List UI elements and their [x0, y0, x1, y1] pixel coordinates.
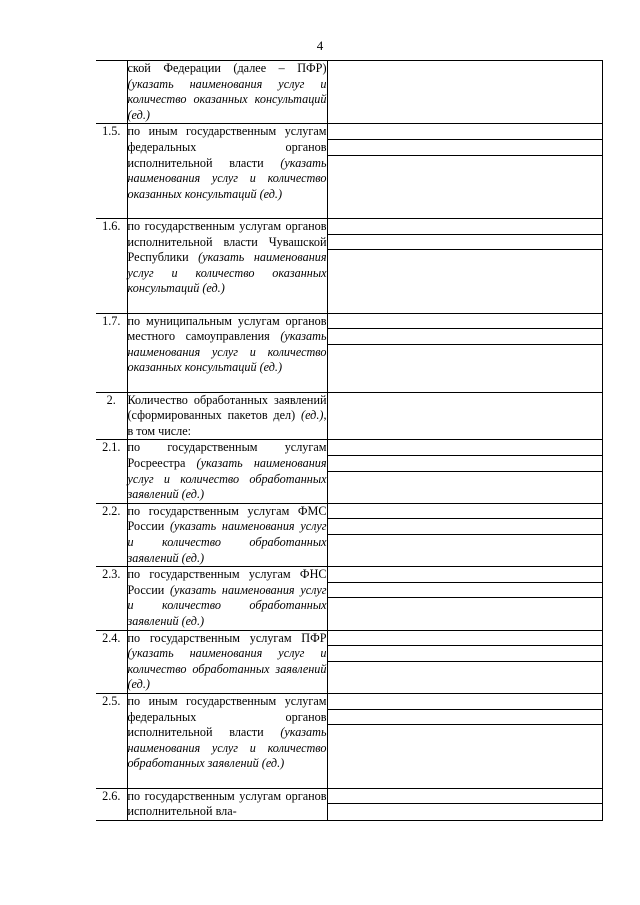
row-number: 2. — [96, 392, 127, 440]
answer-line[interactable] — [328, 456, 602, 472]
row-description — [127, 788, 327, 820]
table-row — [96, 567, 602, 630]
row-number: 1.5. — [96, 124, 127, 219]
table-row — [96, 61, 602, 124]
answer-cell[interactable] — [327, 693, 602, 788]
description-text: по иным государственным услугам федеральных органов исполнительной власти — [127, 124, 327, 170]
answer-cell[interactable] — [327, 218, 602, 313]
answer-cell[interactable] — [327, 567, 602, 630]
description-text: по государственным услугам ПФР — [127, 630, 327, 645]
table-body — [96, 61, 602, 821]
description-instruction: (указать наименования услуг и количество обработанных заявлений (ед.) — [127, 455, 327, 502]
answer-line[interactable] — [328, 519, 602, 535]
answer-line[interactable] — [328, 694, 602, 710]
answer-line[interactable] — [328, 219, 602, 235]
answer-cell[interactable] — [327, 630, 602, 693]
answer-cell[interactable] — [327, 313, 602, 392]
table-row — [96, 693, 602, 788]
answer-cell[interactable] — [327, 61, 602, 124]
answer-cell[interactable] — [327, 392, 602, 440]
table-row — [96, 440, 602, 503]
answer-line[interactable] — [328, 710, 602, 726]
answer-line[interactable] — [328, 440, 602, 456]
description-instruction: (указать наименования услуг и количество оказанных консультаций (ед.) — [127, 155, 327, 201]
answer-line[interactable] — [328, 789, 602, 805]
table-row — [96, 392, 602, 440]
description-instruction: (указать наименования услуг и количество оказанных консультаций (ед.) — [127, 76, 327, 122]
row-description — [127, 567, 327, 630]
description-text: по государственным услугам органов исполнительной вла- — [127, 788, 327, 819]
description-text: по иным государственным услугам федеральных органов исполнительной власти — [127, 693, 327, 740]
row-description — [127, 630, 327, 693]
description-text: по государственным услугам органов исполнительной власти Чувашской Республики — [127, 218, 327, 265]
row-description — [127, 313, 327, 392]
row-description — [127, 503, 327, 566]
table-row — [96, 124, 602, 219]
table-row — [96, 788, 602, 820]
table-row — [96, 218, 602, 313]
answer-line[interactable] — [328, 646, 602, 662]
page-number: 4 — [316, 38, 324, 53]
answer-line[interactable] — [328, 124, 602, 140]
row-number: 2.4. — [96, 630, 127, 693]
description-instruction: (указать наименования услуг и количество оказанных консультаций (ед.) — [127, 250, 327, 296]
description-instruction: (ед.) — [301, 408, 324, 423]
table-row — [96, 630, 602, 693]
row-description — [127, 693, 327, 788]
row-number: 2.1. — [96, 440, 127, 503]
row-number: 1.7. — [96, 313, 127, 392]
report-table — [96, 60, 603, 821]
answer-line[interactable] — [328, 583, 602, 599]
table-row — [96, 503, 602, 566]
answer-line[interactable] — [328, 567, 602, 583]
answer-line[interactable] — [328, 329, 602, 345]
answer-cell[interactable] — [327, 440, 602, 503]
description-text: по государственным услугам ФНС России — [127, 567, 327, 597]
row-description — [127, 218, 327, 313]
description-text: ской Федерации (далее – ПФР) — [127, 61, 327, 75]
answer-cell[interactable] — [327, 788, 602, 820]
answer-line[interactable] — [328, 314, 602, 330]
row-number — [96, 61, 127, 124]
description-text: по муниципальным услугам органов местного самоуправления — [127, 313, 327, 344]
row-number: 1.6. — [96, 218, 127, 313]
description-text: Количество обработанных заявлений (сформированных пакетов дел) — [127, 392, 327, 423]
row-number: 2.6. — [96, 788, 127, 820]
answer-line[interactable] — [328, 504, 602, 520]
row-description — [127, 392, 327, 440]
row-number: 2.3. — [96, 567, 127, 630]
description-instruction: (указать наименования услуг и количество обработанных заявлений (ед.) — [127, 646, 327, 692]
description-text: по государственным услугам ФМС России — [127, 503, 327, 534]
answer-cell[interactable] — [327, 503, 602, 566]
row-description — [127, 440, 327, 503]
row-number: 2.2. — [96, 503, 127, 566]
answer-cell[interactable] — [327, 124, 602, 219]
answer-line[interactable] — [328, 235, 602, 251]
description-instruction: (указать наименования услуг и количество обработанных заявлений (ед.) — [127, 582, 327, 628]
answer-line[interactable] — [328, 631, 602, 647]
description-instruction: (указать наименования услуг и количество оказанных консультаций (ед.) — [127, 329, 327, 375]
description-text: по государственным услугам Росреестра — [127, 440, 327, 470]
row-number: 2.5. — [96, 693, 127, 788]
table-row — [96, 313, 602, 392]
description-instruction: (указать наименования услуг и количество обработанных заявлений (ед.) — [127, 519, 327, 565]
description-tail: , в том числе: — [127, 408, 327, 438]
row-description — [127, 124, 327, 219]
description-instruction: (указать наименования услуг и количество обработанных заявлений (ед.) — [127, 725, 327, 771]
answer-line[interactable] — [328, 140, 602, 156]
row-description — [127, 61, 327, 124]
